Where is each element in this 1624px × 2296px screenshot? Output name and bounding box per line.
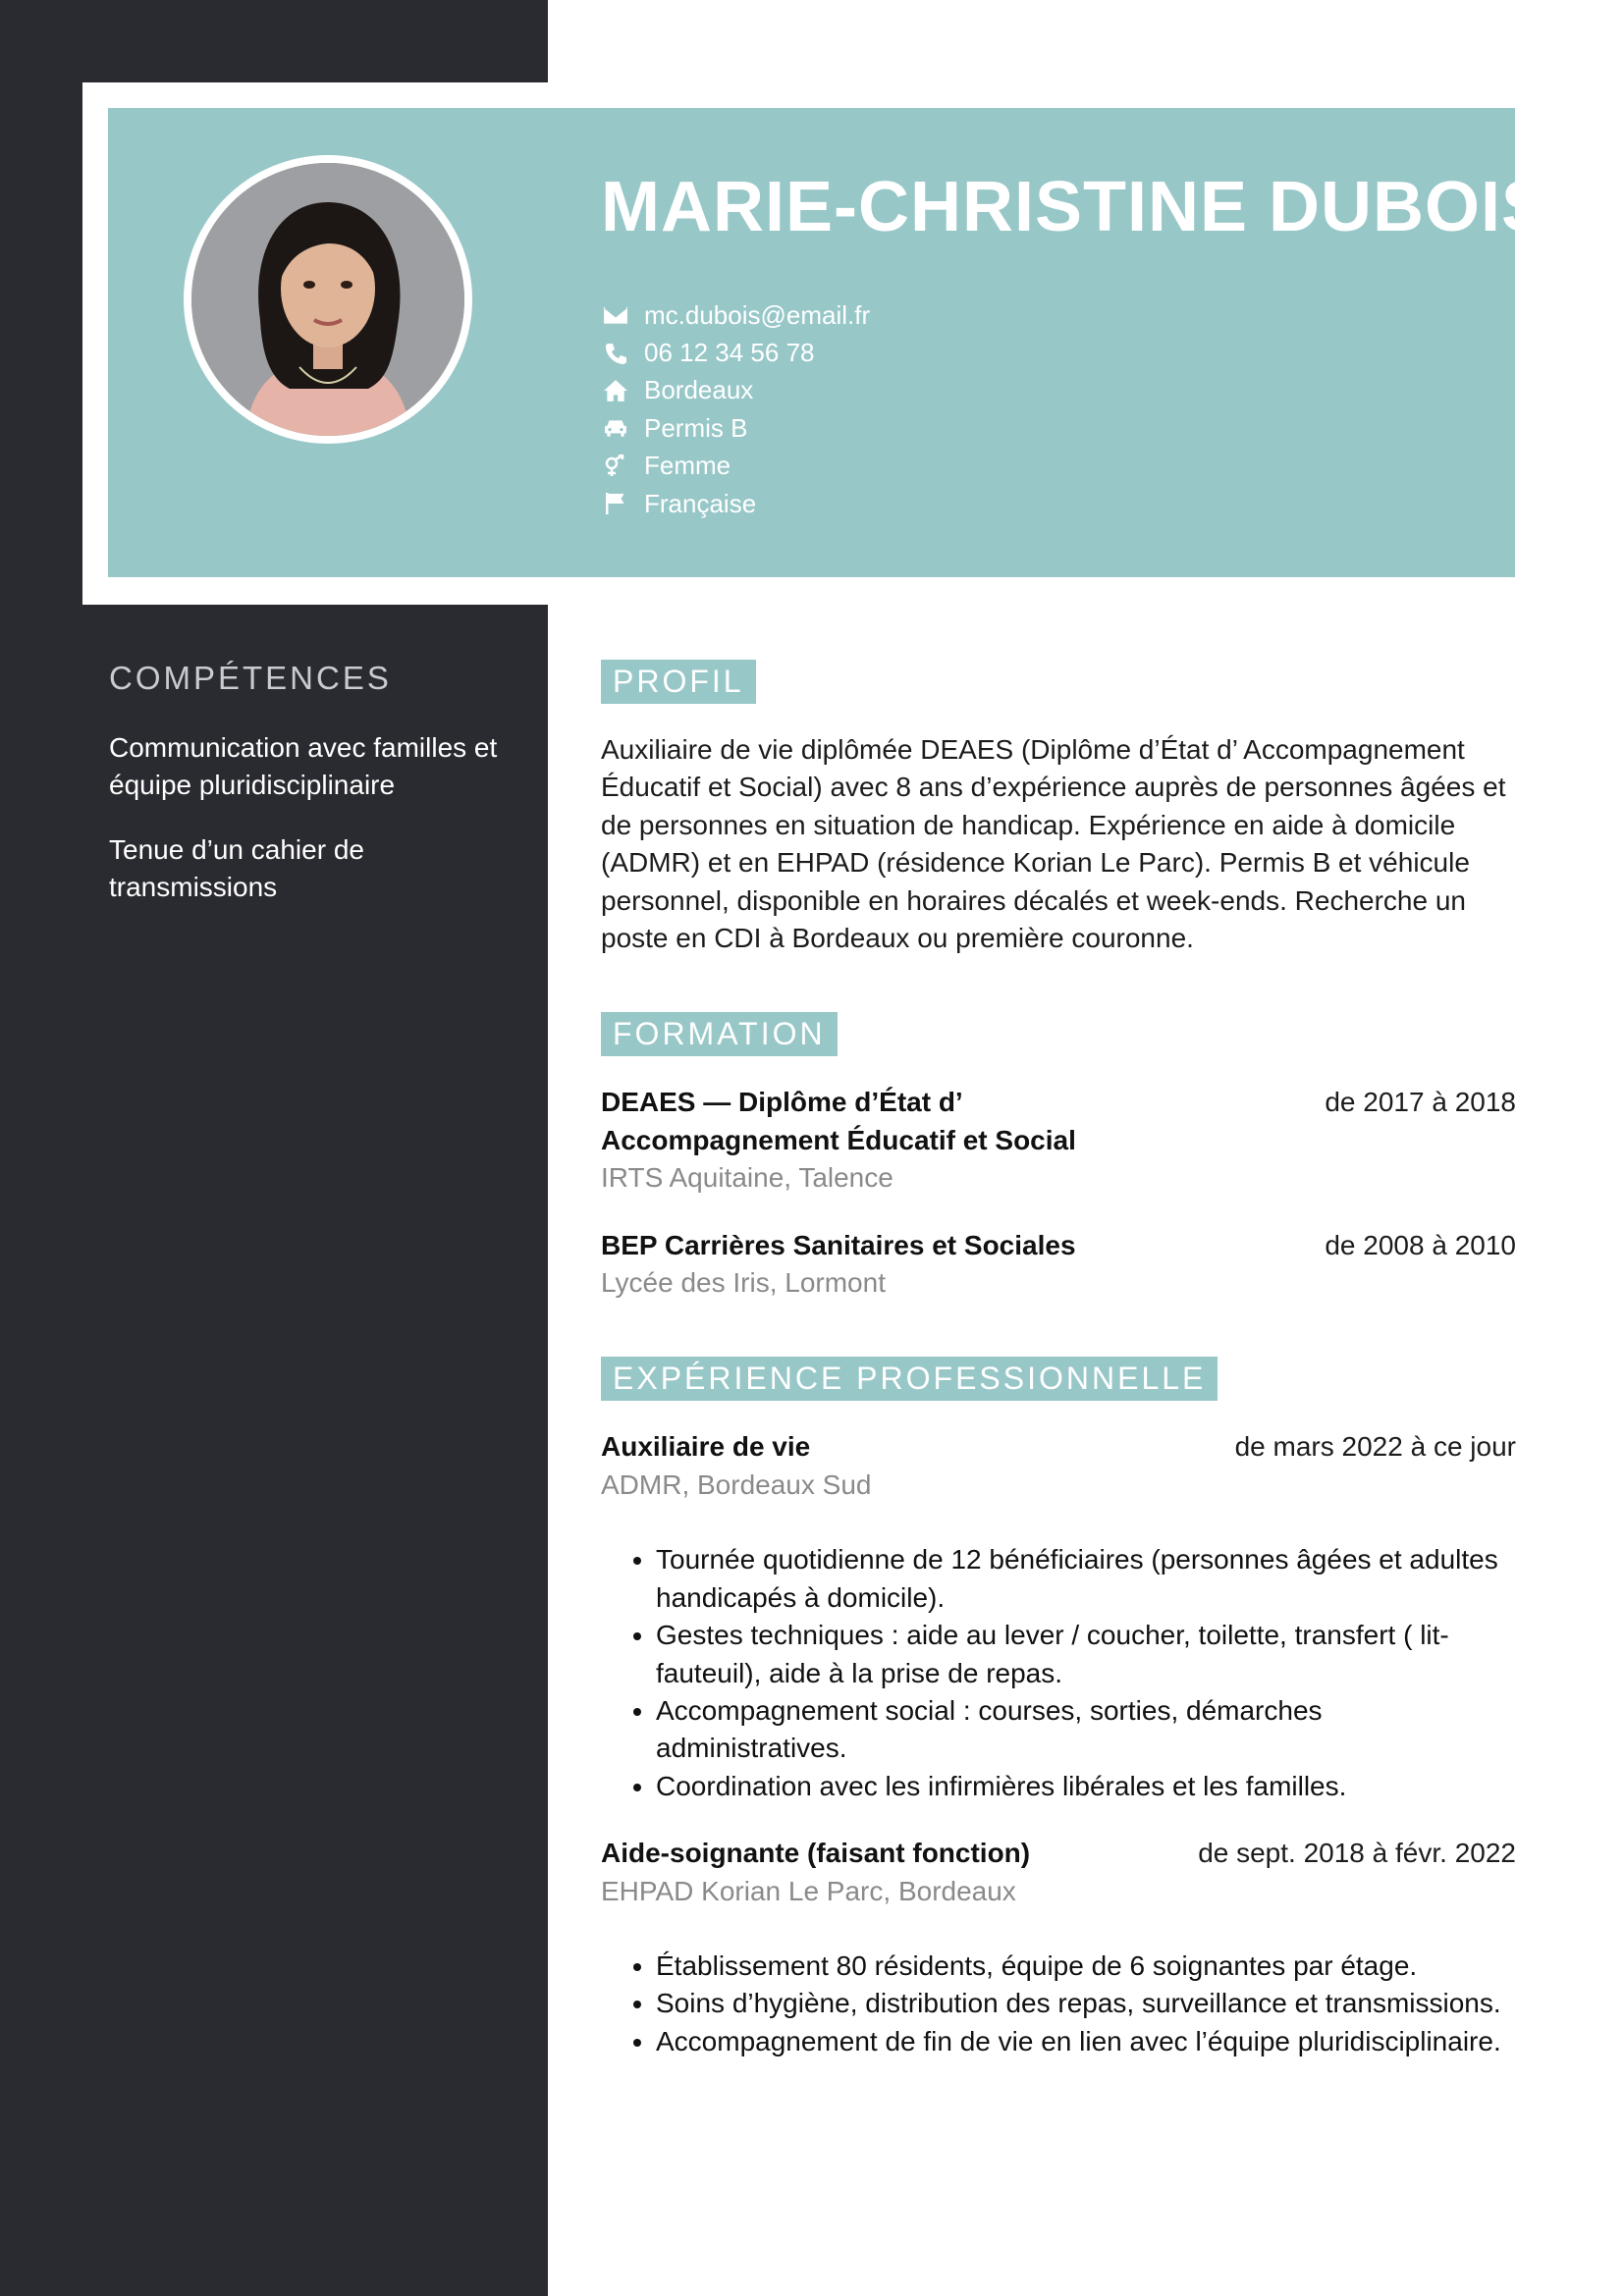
formation-entry	[601, 1084, 1516, 1197]
formation-title: DEAES — Diplôme d’État d’ Accompagnement Éducatif et Social	[601, 1087, 1076, 1155]
contact-license	[601, 409, 870, 447]
task-item: • Gestes techniques : aide au lever / coucher, toilette, transfert ( lit-fauteuil), aide à la prise de repas.	[656, 1617, 1516, 1692]
experience-heading: EXPÉRIENCE PROFESSIONNELLE	[601, 1357, 1218, 1401]
portrait-illustration	[191, 163, 464, 436]
contact-nationality	[601, 485, 870, 522]
contact-gender-text: Femme	[644, 451, 731, 481]
task-item: • Coordination avec les infirmières libérales et les familles.	[656, 1768, 1516, 1805]
job-title: Auxiliaire de vie	[601, 1431, 811, 1463]
profile-heading: PROFIL	[601, 660, 756, 704]
formation-school: IRTS Aquitaine, Talence	[601, 1162, 893, 1194]
job-tasks	[601, 1541, 1516, 1805]
job-date: de mars 2022 à ce jour	[1234, 1431, 1516, 1463]
car-icon	[601, 415, 630, 441]
skill-item: Tenue d’un cahier de transmissions	[109, 833, 364, 903]
formation-date: de 2008 à 2010	[1325, 1229, 1516, 1260]
contact-phone[interactable]	[601, 334, 870, 371]
contact-phone-text: 06 12 34 56 78	[644, 338, 815, 368]
skills-heading: COMPÉTENCES	[109, 660, 392, 696]
profile-photo-frame	[184, 155, 472, 444]
profile-summary: Auxiliaire de vie diplômée DEAES (Diplôme d’État d’ Accompagnement Éducatif et Social) avec 8 ans d’expérience auprès de personnes âgées et de personnes en situation de handicap. Expérience en aide à domicile (ADMR) et en EHPAD (résidence Korian Le Parc). Permis B et véhicule personnel, disponible en horaires décalés et week-ends. Recherche un poste en CDI à Bordeaux ou première couronne.	[601, 734, 1506, 954]
contact-list	[601, 296, 870, 522]
task-item: • Établissement 80 résidents, équipe de 6 soignantes par étage.	[656, 1948, 1516, 1985]
candidate-name: MARIE-CHRISTINE DUBOIS	[601, 168, 1550, 246]
task-item: • Soins d’hygiène, distribution des repas, surveillance et transmissions.	[656, 1985, 1516, 2022]
envelope-icon	[601, 302, 630, 328]
experience-entry	[601, 1835, 1516, 2060]
flag-icon	[601, 491, 630, 516]
contact-email[interactable]	[601, 296, 870, 334]
formation-entry	[601, 1227, 1516, 1303]
contact-nationality-text: Française	[644, 488, 757, 518]
contact-gender	[601, 448, 870, 485]
job-employer: ADMR, Bordeaux Sud	[601, 1468, 872, 1500]
task-item: • Tournée quotidienne de 12 bénéficiaires (personnes âgées et adultes handicapés à domicile).	[656, 1541, 1516, 1617]
skill-item: Communication avec familles et équipe pluridisciplinaire	[109, 732, 498, 801]
home-icon	[601, 378, 630, 403]
experience-entry	[601, 1428, 1516, 1805]
task-item: • Accompagnement social : courses, sorties, démarches administratives.	[656, 1692, 1516, 1768]
contact-license-text: Permis B	[644, 412, 748, 443]
job-title: Aide-soignante (faisant fonction)	[601, 1838, 1031, 1869]
main-column	[601, 660, 1516, 2090]
contact-email-text: mc.dubois@email.fr	[644, 299, 871, 330]
contact-city	[601, 372, 870, 409]
job-date: de sept. 2018 à févr. 2022	[1198, 1838, 1516, 1869]
formation-date: de 2017 à 2018	[1325, 1087, 1516, 1118]
task-item: • Accompagnement de fin de vie en lien avec l’équipe pluridisciplinaire.	[656, 2023, 1516, 2060]
formation-title: BEP Carrières Sanitaires et Sociales	[601, 1229, 1076, 1260]
gender-icon	[601, 454, 630, 479]
profile-photo	[191, 163, 464, 436]
contact-city-text: Bordeaux	[644, 375, 754, 405]
phone-icon	[601, 341, 630, 366]
formation-heading: FORMATION	[601, 1012, 838, 1056]
formation-school: Lycée des Iris, Lormont	[601, 1267, 886, 1299]
job-tasks	[601, 1948, 1516, 2060]
skills-list	[109, 729, 521, 934]
job-employer: EHPAD Korian Le Parc, Bordeaux	[601, 1875, 1016, 1906]
